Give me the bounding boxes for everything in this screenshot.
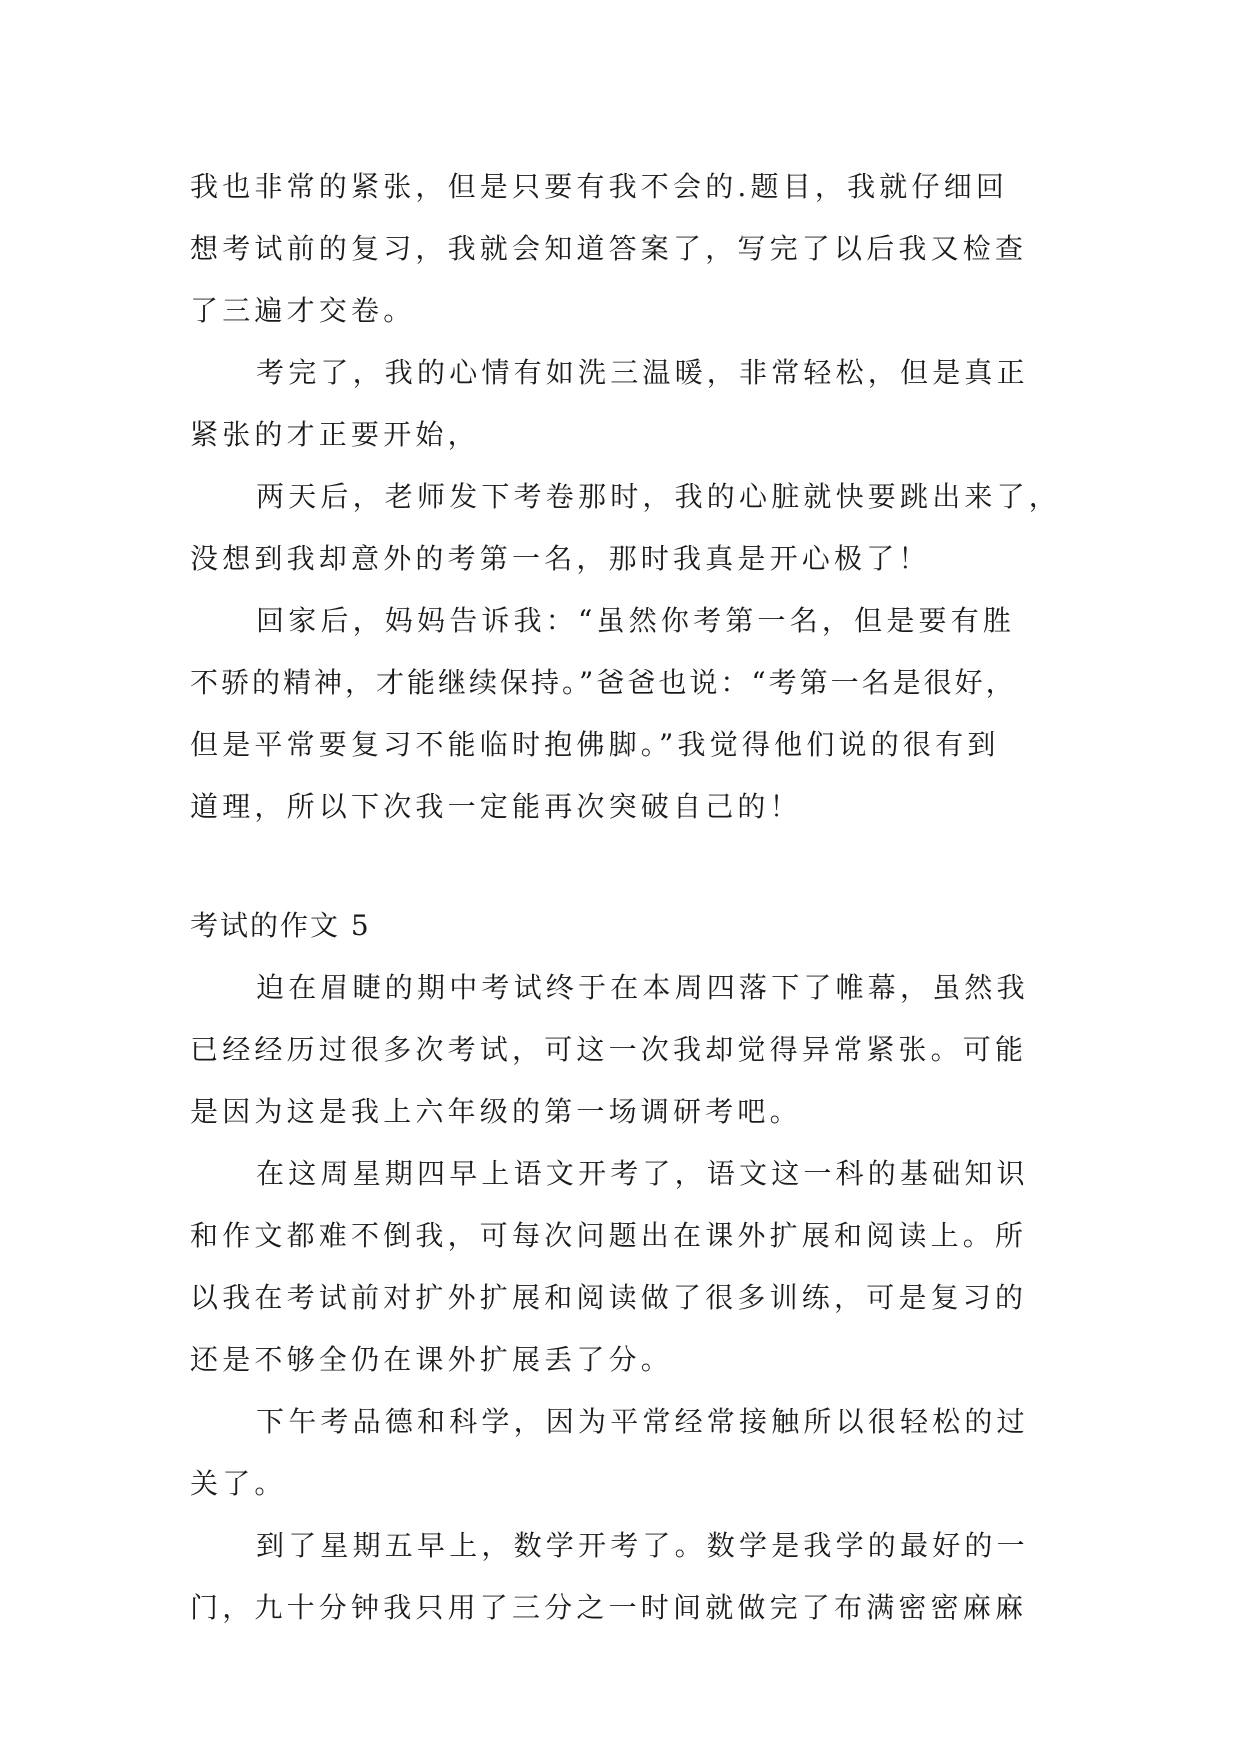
paragraph-line: 下午考品德和科学，因为平常经常接触所以很轻松的过 (256, 1405, 1029, 1438)
paragraph-line: 还是不够全仍在课外扩展丢了分。 (190, 1343, 674, 1376)
section-title: 考试的作文 5 (190, 909, 371, 942)
paragraph-line: 到了星期五早上，数学开考了。数学是我学的最好的一 (256, 1529, 1029, 1562)
paragraph-line: 以我在考试前对扩外扩展和阅读做了很多训练，可是复习的 (190, 1281, 1028, 1314)
paragraph-line: 想考试前的复习，我就会知道答案了，写完了以后我又检查 (190, 232, 1028, 265)
paragraph-line: 已经经历过很多次考试，可这一次我却觉得异常紧张。可能 (190, 1033, 1028, 1066)
paragraph-line: 回家后，妈妈告诉我：“虽然你考第一名，但是要有胜 (256, 604, 1016, 637)
paragraph-line: 考完了，我的心情有如洗三温暖，非常轻松，但是真正 (256, 356, 1029, 389)
paragraph-line: 紧张的才正要开始， (190, 418, 480, 451)
paragraph-line: 门，九十分钟我只用了三分之一时间就做完了布满密密麻麻 (190, 1591, 1028, 1624)
paragraph-line: 是因为这是我上六年级的第一场调研考吧。 (190, 1095, 802, 1128)
paragraph-line: 道理，所以下次我一定能再次突破自己的！ (190, 790, 802, 823)
paragraph-line: 和作文都难不倒我，可每次问题出在课外扩展和阅读上。所 (190, 1219, 1028, 1252)
paragraph-line: 了三遍才交卷。 (190, 294, 416, 327)
paragraph-line: 关了。 (190, 1467, 287, 1500)
paragraph-line: 在这周星期四早上语文开考了，语文这一科的基础知识 (256, 1157, 1029, 1190)
paragraph-line: 迫在眉睫的期中考试终于在本周四落下了帷幕，虽然我 (256, 971, 1029, 1004)
paragraph-line: 两天后，老师发下考卷那时，我的心脏就快要跳出来了， (256, 480, 1062, 513)
paragraph-line: 但是平常要复习不能临时抱佛脚。”我觉得他们说的很有到 (190, 728, 1000, 761)
paragraph-line: 我也非常的紧张，但是只要有我不会的.题目，我就仔细回 (190, 170, 1009, 203)
paragraph-line: 不骄的精神，才能继续保持。”爸爸也说：“考第一名是很好， (190, 666, 1017, 699)
paragraph-line: 没想到我却意外的考第一名，那时我真是开心极了！ (190, 542, 931, 575)
